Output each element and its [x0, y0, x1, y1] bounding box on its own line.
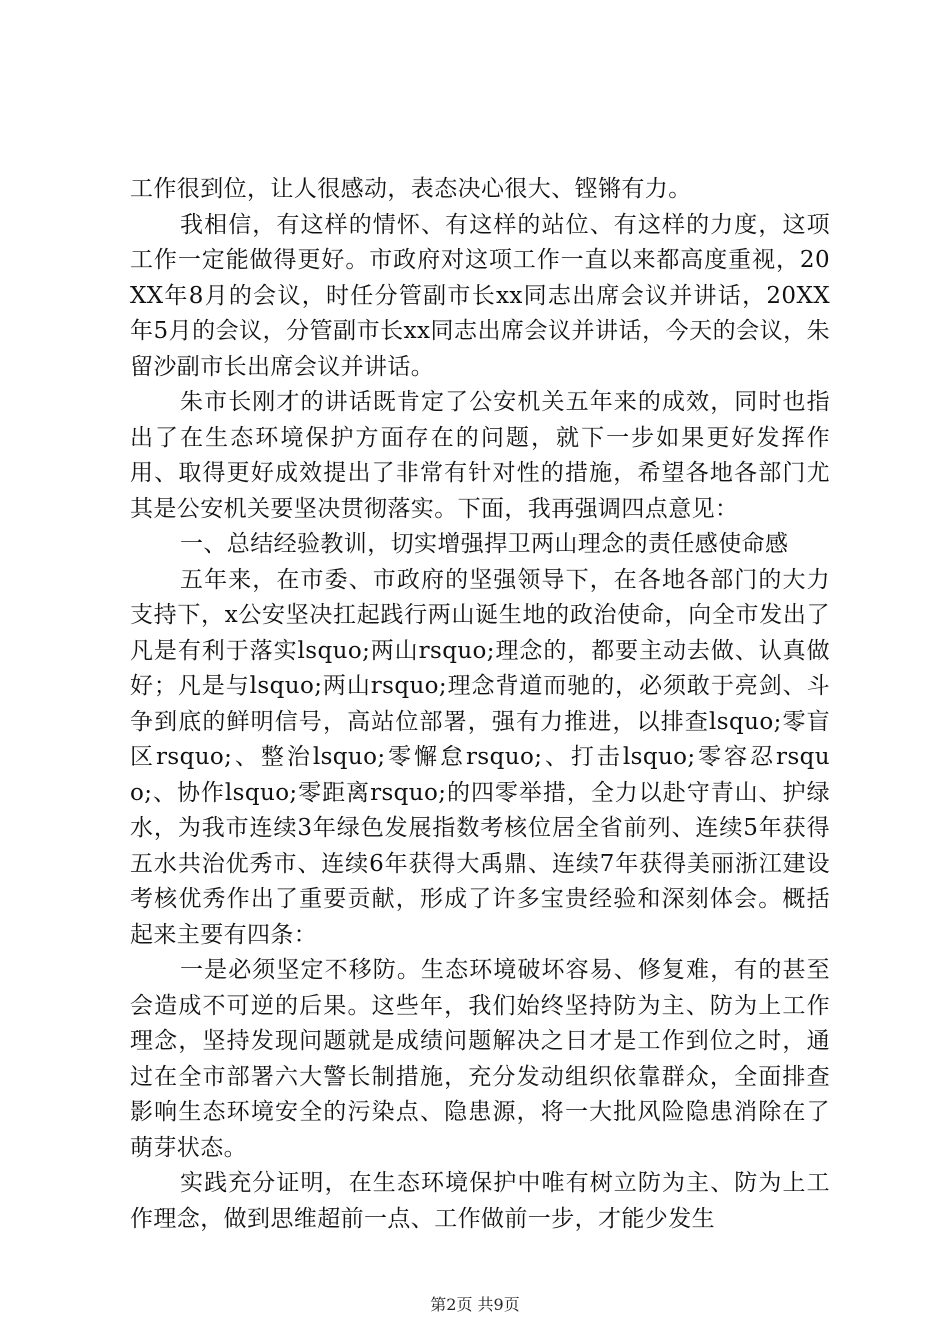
paragraph-6: 实践充分证明，在生态环境保护中唯有树立防为主、防为上工作理念，做到思维超前一点、工作做前一步，才能少发生	[130, 1170, 830, 1232]
paragraph-5: 一是必须坚定不移防。生态环境破坏容易、修复难，有的甚至会造成不可逆的后果。这些年，我们始终坚持防为主、防为上工作理念，坚持发现问题就是成绩问题解决之日才是工作到位之时，通过在全市部署六大警长制措施，充分发动组织依靠群众，全面排查影响生态环境安全的污染点、隐患源，将一大批风险隐患消除在了萌芽状态。	[130, 957, 830, 1161]
section-heading-1: 一、总结经验教训，切实增强捍卫两山理念的责任感使命感	[180, 531, 789, 557]
paragraph-2: 我相信，有这样的情怀、有这样的站位、有这样的力度，这项工作一定能做得更好。市政府对这项工作一直以来都高度重视，20XX年8月的会议，时任分管副市长xx同志出席会议并讲话，20XX年5月的会议，分管副市长xx同志出席会议并讲话，今天的会议，朱留沙副市长出席会议并讲话。	[130, 211, 830, 380]
paragraph-4: 五年来，在市委、市政府的坚强领导下，在各地各部门的大力支持下，x公安坚决扛起践行两山诞生地的政治使命，向全市发出了凡是有利于落实lsquo;两山rsquo;理念的，都要主动去做、认真做好；凡是与lsquo;两山rsquo;理念背道而驰的，必须敢于亮剑、斗争到底的鲜明信号，高站位部署，强有力推进，以排查lsquo;零盲区rsquo;、整治lsquo;零懈怠rsquo;、打击lsquo;零容忍rsquo;、协作lsquo;零距离rsquo;的四零举措，全力以赴守青山、护绿水，为我市连续3年绿色发展指数考核位居全省前列、连续5年获得五水共治优秀市、连续6年获得大禹鼎、连续7年获得美丽浙江建设考核优秀作出了重要贡献，形成了许多宝贵经验和深刻体会。概括起来主要有四条：	[130, 566, 830, 948]
document-body	[130, 172, 830, 1237]
paragraph-1: 工作很到位，让人很感动，表态决心很大、铿锵有力。	[130, 176, 692, 202]
paragraph-3: 朱市长刚才的讲话既肯定了公安机关五年来的成效，同时也指出了在生态环境保护方面存在的问题，就下一步如果更好发挥作用、取得更好成效提出了非常有针对性的措施，希望各地各部门尤其是公安机关要坚决贯彻落实。下面，我再强调四点意见：	[130, 389, 830, 522]
page-number-footer: 第2页 共9页	[430, 1295, 520, 1314]
